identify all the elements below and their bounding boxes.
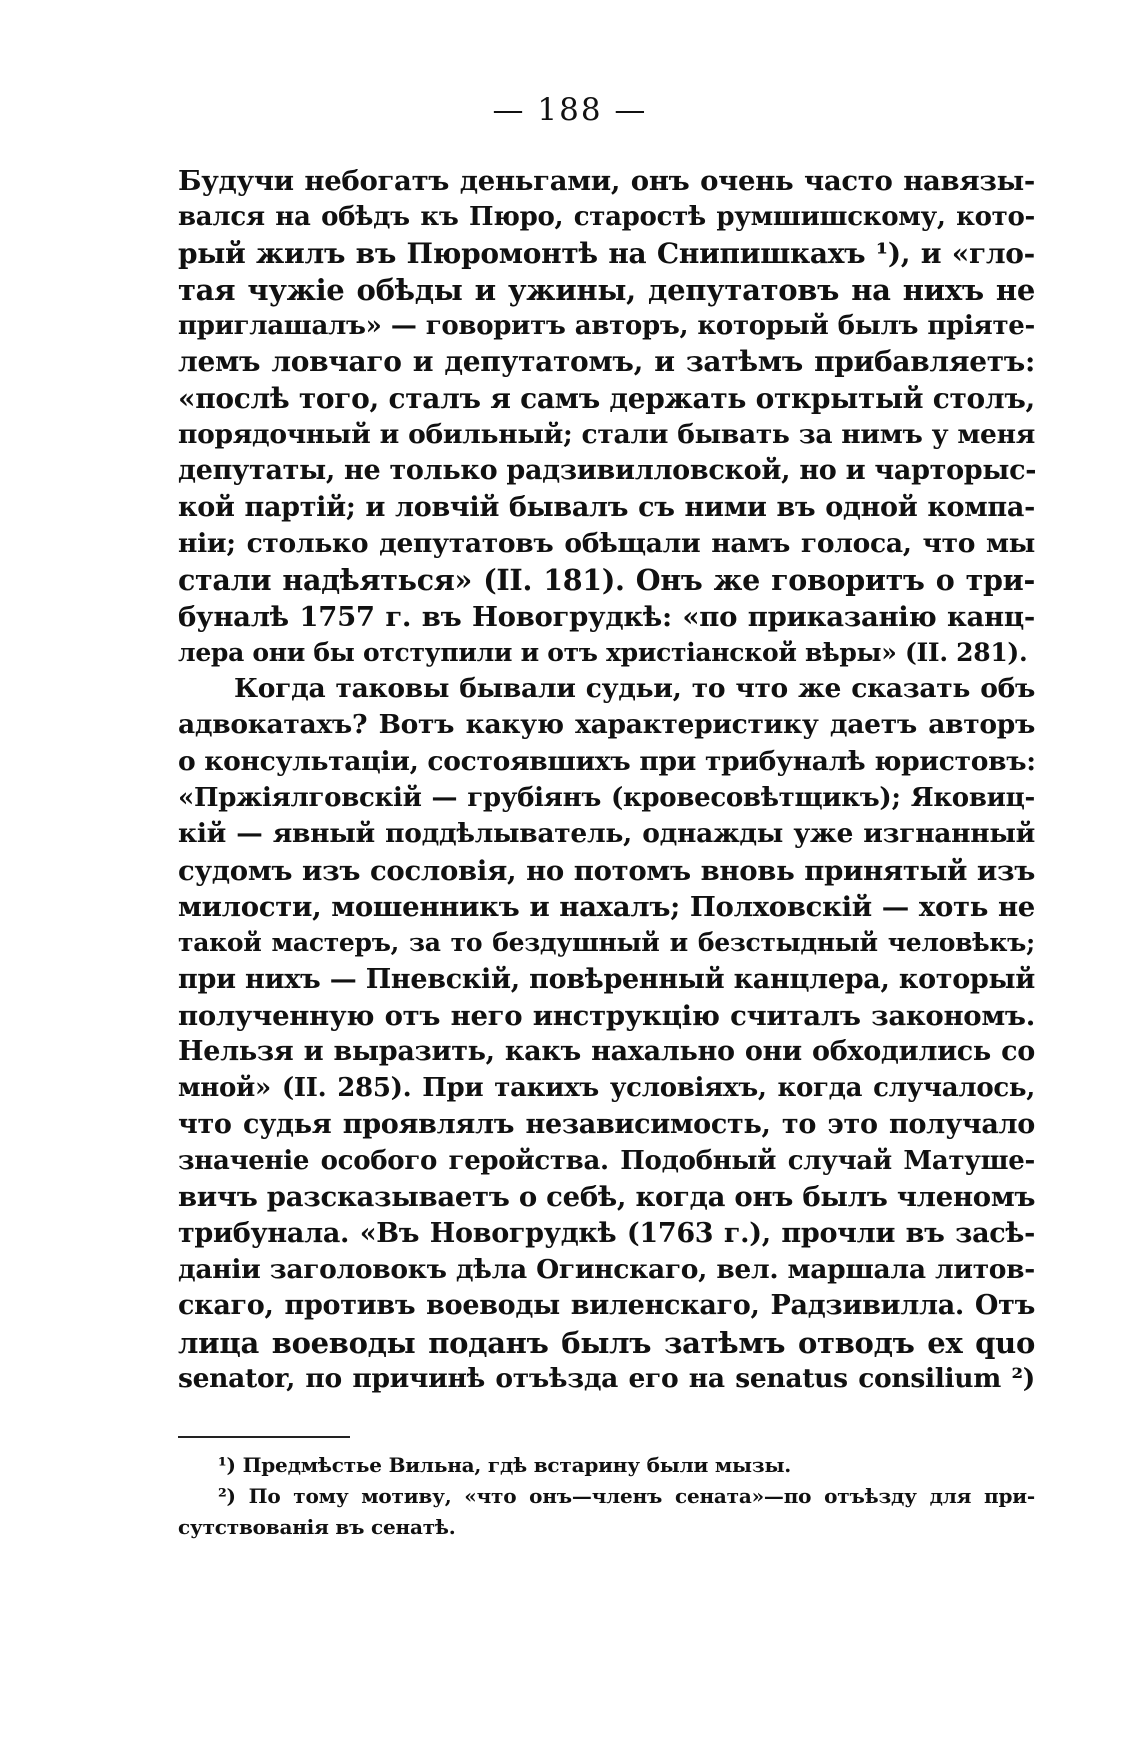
text-line: скаго, противъ воеводы виленскаго, Радзивилла. Отъ <box>178 1290 1035 1322</box>
footnote-line: ²) По тому мотиву, «что онъ—членъ сената»—по отъѣзду для при- <box>218 1484 1035 1508</box>
text-line: полученную отъ него инструкцію считалъ закономъ. <box>178 999 1035 1032</box>
text-line: лемъ ловчаго и депутатомъ, и затѣмъ прибавляетъ: <box>178 345 1035 379</box>
text-line: милости, мошенникъ и нахалъ; Полховскій — хоть не <box>178 890 1035 923</box>
text-line: значеніе особого геройства. Подобный случай Матуше- <box>178 1146 1035 1177</box>
text-line: буналѣ 1757 г. въ Новогрудкѣ: «по приказанію канц- <box>178 600 1035 633</box>
text-line: о консультаціи, состоявшихъ при трибуналѣ юристовъ: <box>178 745 1036 777</box>
footnote-line: сутствованія въ сенатѣ. <box>178 1515 456 1539</box>
footnote-separator <box>178 1436 350 1438</box>
text-line: порядочный и обильный; стали бывать за нимъ у меня <box>178 419 1035 451</box>
text-line: кій — явный поддѣлыватель, однажды уже изгнанный <box>178 818 1035 850</box>
text-line: кой партій; и ловчій бывалъ съ ними въ одной компа- <box>178 491 1035 523</box>
text-line: мной» (II. 285). При такихъ условіяхъ, когда случалось, <box>178 1073 1035 1104</box>
text-line: рый жилъ въ Пюромонтѣ на Снипишкахъ ¹), и «гло- <box>178 236 1035 270</box>
text-line: трибунала. «Въ Новогрудкѣ (1763 г.), прочли въ засѣ- <box>178 1217 1035 1249</box>
footnotes <box>178 1450 1035 1543</box>
text-line: адвокатахъ? Вотъ какую характеристику даетъ авторъ <box>178 709 1035 741</box>
text-line: что судья проявлялъ независимость, то это получало <box>178 1108 1035 1140</box>
text-line: такой мастеръ, за то бездушный и безстыдный человѣкъ; <box>178 928 1035 958</box>
text-line: Когда таковы бывали судьи, то что же сказать объ <box>234 673 1035 705</box>
page-number: — 188 — <box>492 92 648 128</box>
text-line: ніи; столько депутатовъ обѣщали намъ голоса, что мы <box>178 527 1035 559</box>
text-line: судомъ изъ сословія, но потомъ вновь принятый изъ <box>178 854 1035 887</box>
text-line: даніи заголовокъ дѣла Огинскаго, вел. маршала литов- <box>178 1253 1035 1285</box>
text-line: приглашалъ» — говоритъ авторъ, который былъ пріяте- <box>178 311 1035 342</box>
text-line: «послѣ того, сталъ я самъ держать открытый столъ, <box>178 381 1035 415</box>
text-line: вичъ разсказываетъ о себѣ, когда онъ былъ членомъ <box>178 1181 1036 1214</box>
text-line: при нихъ — Пневскій, повѣренный канцлера, который <box>178 963 1035 995</box>
text-line: senator, по причинѣ отъѣзда его на senatus consilium ²) <box>178 1362 1035 1394</box>
text-line: депутаты, не только радзивилловской, но и чарторыс- <box>178 455 1037 487</box>
text-line: стали надѣяться» (II. 181). Онъ же говоритъ о три- <box>178 563 1035 598</box>
text-line: Будучи небогатъ деньгами, онъ очень часто навязы- <box>178 165 1035 197</box>
text-line: лица воеводы поданъ былъ затѣмъ отводъ ex quo <box>178 1325 1035 1360</box>
text-line: «Пржіялговскій — грубіянъ (кровесовѣтщикъ); Яковиц- <box>178 783 1035 814</box>
text-line: вался на обѣдъ къ Пюро, старостѣ румшишскому, кото- <box>178 202 1035 233</box>
text-line: Нельзя и выразить, какъ нахально они обходились со <box>178 1036 1035 1068</box>
text-line: лера они бы отступили и отъ христіанской вѣры» (II. 281). <box>178 637 1028 667</box>
text-line: тая чужіе обѣды и ужины, депутатовъ на нихъ не <box>178 272 1035 307</box>
footnote-line: ¹) Предмѣстье Вильна, гдѣ встарину были мызы. <box>218 1453 792 1477</box>
body-text <box>178 163 1035 1397</box>
